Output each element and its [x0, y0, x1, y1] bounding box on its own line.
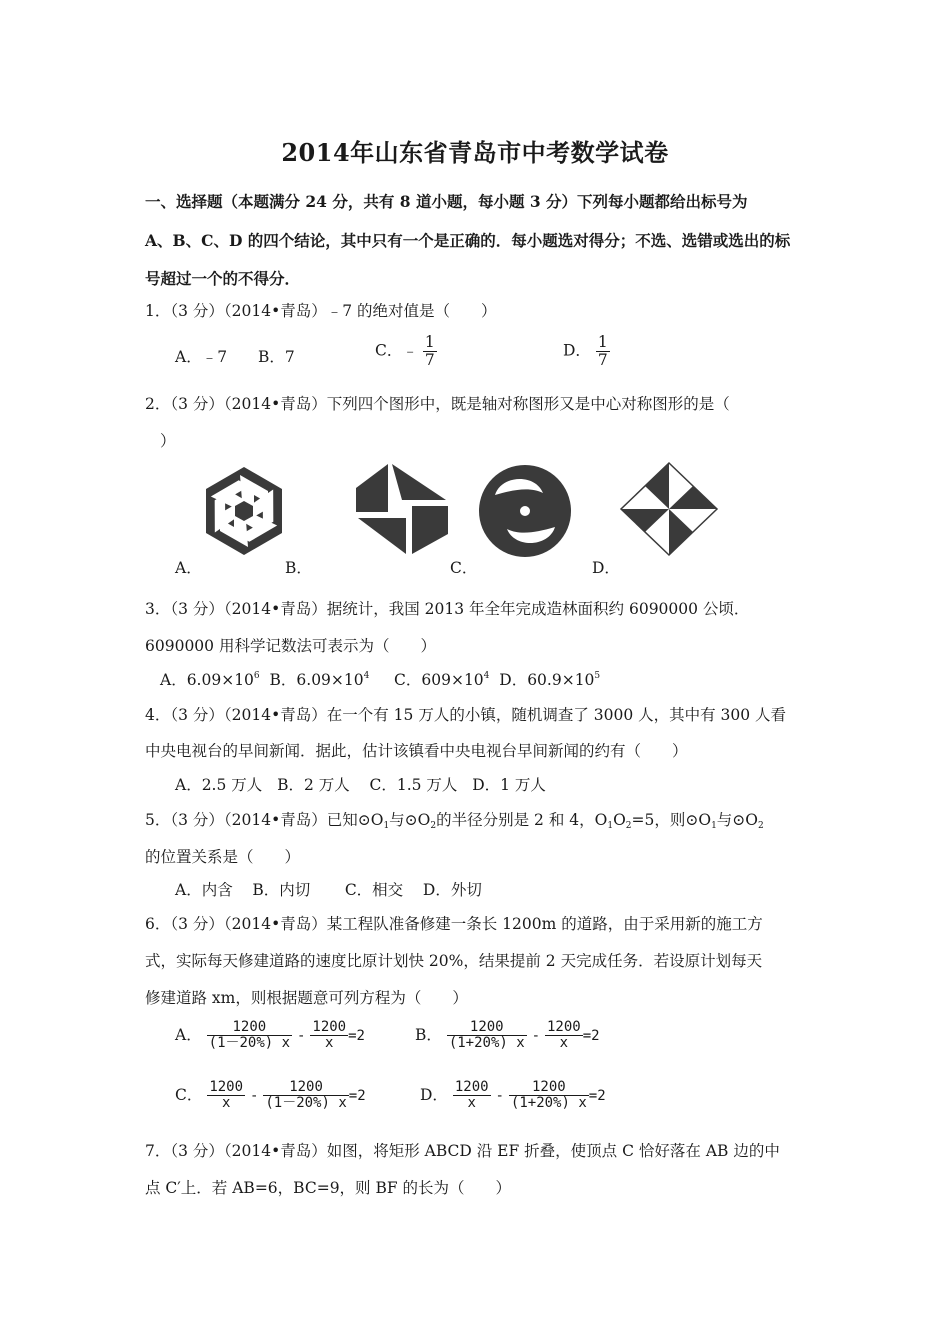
q4-options [175, 773, 546, 795]
fraction-numerator: 1 [424, 333, 435, 351]
option-label: C． [175, 1085, 203, 1104]
option-label: D． [420, 1085, 448, 1104]
fraction-numerator: 1200 [289, 1079, 323, 1095]
equals-two: =2 [582, 1027, 600, 1044]
question-3-stem-line-2: 6090000 用科学记数法可表示为（ ） [145, 637, 436, 655]
option-label: A． [175, 1025, 202, 1044]
square-triangles-figure [354, 462, 450, 556]
fraction-numerator: 1200 [454, 1079, 489, 1095]
q5-option-c: C．相交 [344, 881, 404, 899]
question-6-stem-line-3: 修建道路 xm，则根据题意可列方程为（ ） [145, 989, 468, 1007]
q5-options [175, 878, 482, 900]
q6-b-fraction-1 [447, 1020, 527, 1052]
question-7-stem-line-2: 点 C′上．若 AB=6，BC=9，则 BF 的长为（ ） [145, 1179, 512, 1197]
q1-option-c-label: C．﹣ [375, 341, 418, 360]
q4-option-b: B．2 万人 [277, 776, 350, 794]
q6-option-c [175, 1080, 366, 1112]
question-5-stem-line-1: 5．（3 分）（2014•青岛）已知$⊙O_1$与$⊙O_2$的半径分别是 2 和 4，$O_1O_2=5$，则$⊙O_1$与$⊙O_2$ [145, 811, 764, 831]
q6-a-fraction-1 [207, 1020, 292, 1052]
fraction-denominator: (1+20%) x [510, 1095, 587, 1112]
q3-option-a: A．$6.09\times 10^6$ [160, 671, 260, 689]
fraction-numerator: 1200 [531, 1079, 566, 1095]
q3-options [160, 668, 600, 690]
q3-option-b: B．$6.09\times 10^4$ [269, 671, 370, 689]
minus-sign: - [297, 1027, 306, 1044]
equals-two: =2 [348, 1087, 366, 1104]
question-7-stem-line-1: 7．（3 分）（2014•青岛）如图，将矩形 ABCD 沿 EF 折叠，使顶点 C 恰好落在 AB 边的中 [145, 1142, 780, 1160]
fraction-numerator: 1200 [232, 1019, 267, 1035]
question-3-stem-line-1: 3．（3 分）（2014•青岛）据统计，我国 2013 年全年完成造林面积约 6090000 公顷． [145, 600, 750, 618]
question-4-stem-line-2: 中央电视台的早间新闻．据此，估计该镇看中央电视台早间新闻的约有（ ） [145, 742, 688, 760]
fraction-numerator: 1200 [469, 1019, 504, 1035]
diamond-pinwheel-figure [619, 461, 719, 557]
q5-option-d: D．外切 [422, 881, 482, 899]
hexagon-pinwheel-figure [200, 463, 288, 559]
section-instructions-line-2: A、B、C、D 的四个结论，其中只有一个是正确的．每小题选对得分；不选、选错或选出的标 [145, 231, 791, 250]
q1-option-a: A．﹣7 [175, 348, 228, 366]
minus-sign: - [531, 1027, 541, 1044]
option-label: B． [415, 1025, 442, 1044]
equals-two: =2 [588, 1087, 606, 1104]
fraction-denominator: x [453, 1095, 491, 1111]
fraction-numerator: 1 [597, 333, 608, 351]
q6-d-fraction-2 [509, 1080, 589, 1112]
question-1-stem: 1．（3 分）（2014•青岛）﹣7 的绝对值是（ ） [145, 302, 497, 320]
minus-sign: - [249, 1087, 259, 1104]
q1-option-d-label: D． [563, 341, 591, 360]
q6-d-fraction-1 [453, 1080, 491, 1112]
q2-label-c: C． [450, 559, 478, 577]
q1-option-b: B．7 [258, 348, 295, 366]
q4-option-c: C．1.5 万人 [369, 776, 458, 794]
fraction-denominator: (1－20%) x [208, 1035, 291, 1052]
fraction-denominator: 7 [424, 351, 435, 370]
q6-option-a [175, 1020, 365, 1052]
question-6-stem-line-2: 式，实际每天修建道路的速度比原计划快 20%，结果提前 2 天完成任务．若设原计划每天 [145, 952, 763, 970]
fraction-numerator: 1200 [209, 1079, 244, 1095]
fraction-denominator: 7 [597, 351, 608, 370]
q6-b-fraction-2 [545, 1020, 583, 1052]
fraction-denominator: x [310, 1035, 348, 1051]
equals-two: =2 [348, 1027, 365, 1044]
fraction-denominator: x [545, 1035, 583, 1051]
q4-option-a: A．2.5 万人 [175, 776, 263, 794]
question-2-stem-end: ） [160, 432, 176, 450]
q1-option-d [563, 334, 610, 369]
q2-label-a: A． [175, 559, 202, 577]
q6-option-d [420, 1080, 606, 1112]
section-instructions-line-3: 号超过一个的不得分． [145, 269, 301, 288]
question-4-stem-line-1: 4．（3 分）（2014•青岛）在一个有 15 万人的小镇，随机调查了 3000 人，其中有 300 人看 [145, 706, 787, 724]
question-5-stem-line-2: 的位置关系是（ ） [145, 848, 301, 866]
q6-c-fraction-1 [207, 1080, 245, 1112]
q1-option-c-fraction [423, 334, 437, 369]
q5-option-b: B．内切 [252, 881, 311, 899]
q6-a-fraction-2 [310, 1020, 348, 1052]
q6-c-fraction-2 [263, 1080, 348, 1112]
q1-option-d-fraction [596, 334, 610, 369]
fraction-numerator: 1200 [547, 1019, 581, 1035]
minus-sign: - [495, 1087, 504, 1104]
q3-option-d: D．$60.9\times 10^5$ [499, 671, 601, 689]
q4-option-d: D．1 万人 [472, 776, 546, 794]
q2-label-b: B． [285, 559, 312, 577]
question-6-stem-line-1: 6．（3 分）（2014•青岛）某工程队准备修建一条长 1200m 的道路，由于采用新的施工方 [145, 915, 763, 933]
page-title: 2014年山东省青岛市中考数学试卷 [281, 138, 669, 167]
fraction-denominator: (1+20%) x [448, 1035, 525, 1052]
circle-tomoe-figure [476, 463, 574, 559]
fraction-denominator: x [207, 1095, 245, 1111]
fraction-denominator: (1－20%) x [265, 1095, 347, 1112]
q2-label-d: D． [592, 559, 620, 577]
q3-option-c: C．$609\times 10^4$ [394, 671, 490, 689]
question-2-stem: 2．（3 分）（2014•青岛）下列四个图形中，既是轴对称图形又是中心对称图形的是（ [145, 395, 730, 413]
section-instructions-line-1: 一、选择题（本题满分 24 分，共有 8 道小题，每小题 3 分）下列每小题都给出标号为 [145, 192, 748, 211]
q5-option-a: A．内含 [175, 881, 233, 899]
q1-option-c [375, 334, 437, 369]
fraction-numerator: 1200 [312, 1019, 347, 1035]
q6-option-b [415, 1020, 600, 1052]
